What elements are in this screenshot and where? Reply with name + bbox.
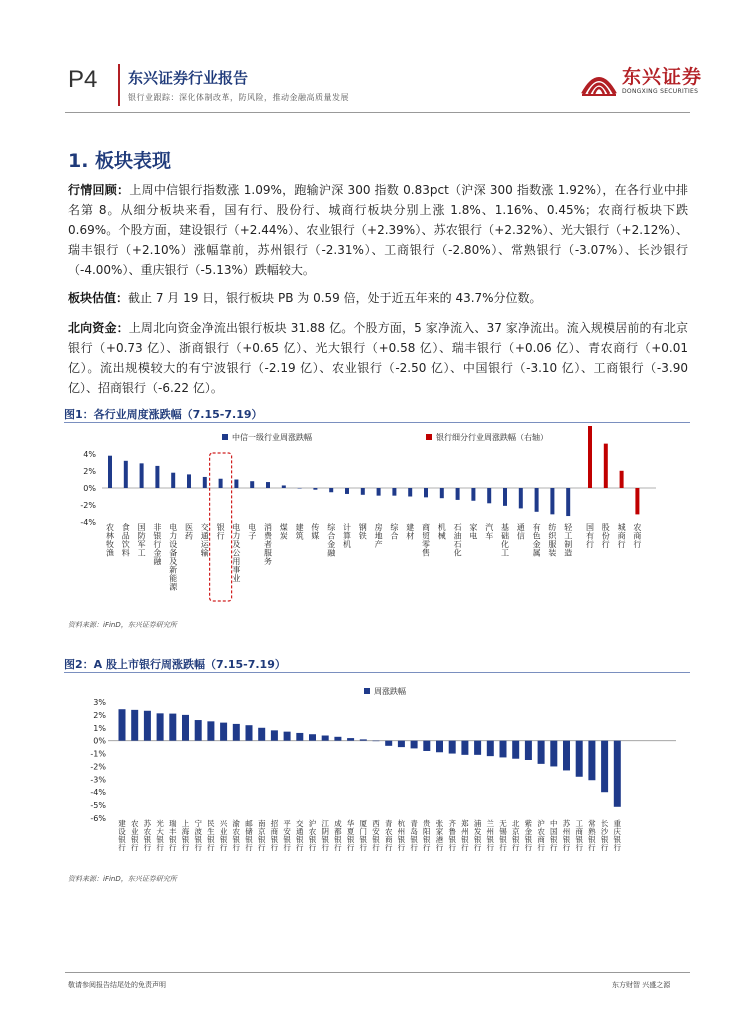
bar-沪农商行 (538, 741, 545, 764)
industry-weekly-chart (64, 426, 690, 606)
x-label-西安银行: 西安银行 (372, 819, 380, 852)
bar-建设银行 (119, 709, 126, 740)
bar-综合金融 (329, 488, 333, 492)
logo-english: DONGXING SECURITIES (622, 88, 699, 95)
bar-郑州银行 (461, 741, 468, 755)
paragraph-northbound (68, 318, 688, 398)
y-tick-label: -2% (80, 501, 96, 510)
y-tick-label: -5% (90, 801, 106, 811)
x-label-南京银行: 南京银行 (257, 819, 266, 852)
bar-青农商行 (385, 741, 392, 746)
report-title: 东兴证券行业报告 (128, 69, 249, 87)
x-label-郑州银行: 郑州银行 (461, 819, 469, 852)
legend-label: 周涨跌幅 (374, 687, 406, 696)
footer-disclaimer: 敬请参阅报告结尾处的免责声明 (68, 981, 166, 989)
paragraph-label: 北向资金： (68, 321, 129, 335)
bar-国防军工 (140, 463, 144, 488)
x-label-综合: 综合 (390, 523, 399, 541)
x-label-传媒: 传媒 (311, 523, 320, 541)
x-label-城商行: 城商行 (617, 523, 626, 549)
x-label-轻工制造: 轻工制造 (564, 523, 573, 558)
bar-华夏银行 (347, 738, 354, 741)
y-tick-label: 0% (93, 736, 106, 746)
bar-农商行 (635, 488, 639, 514)
legend-swatch-industry (222, 434, 228, 440)
x-label-渝农银行: 渝农银行 (232, 819, 241, 852)
x-label-电子: 电子 (248, 523, 257, 541)
bar-厦门银行 (360, 739, 367, 740)
x-label-农商行: 农商行 (633, 523, 642, 549)
x-label-石油石化: 石油石化 (453, 523, 462, 558)
bar-民生银行 (207, 721, 214, 740)
x-label-张家港行: 张家港行 (435, 819, 444, 852)
bar-有色金属 (535, 488, 539, 512)
logo-text: 东兴证券 (622, 66, 703, 88)
y-tick-label: -2% (90, 762, 106, 772)
bar-中国银行 (550, 741, 557, 767)
legend-label-industry: 中信一级行业周涨跌幅 (232, 433, 312, 442)
x-label-贵阳银行: 贵阳银行 (423, 819, 431, 852)
x-label-基础化工: 基础化工 (501, 523, 509, 558)
bar-传媒 (313, 488, 317, 490)
bar-渝农银行 (233, 724, 240, 741)
x-label-瑞丰银行: 瑞丰银行 (169, 819, 177, 852)
x-label-农林牧渔: 农林牧渔 (106, 523, 114, 558)
y-tick-label: -4% (90, 788, 106, 798)
bar-平安银行 (284, 732, 291, 741)
bar-长沙银行 (601, 741, 608, 793)
x-label-华夏银行: 华夏银行 (346, 819, 355, 852)
y-tick-label: 3% (93, 698, 106, 707)
figure1-rule (64, 422, 690, 423)
x-label-沪农银行: 沪农银行 (308, 819, 317, 852)
x-label-苏农银行: 苏农银行 (143, 819, 152, 852)
x-label-邮储银行: 邮储银行 (245, 819, 253, 852)
bar-电力及公用事业 (234, 480, 238, 489)
bar-计算机 (345, 488, 349, 494)
bar-西安银行 (373, 741, 380, 742)
x-label-房地产: 房地产 (374, 523, 383, 549)
x-label-青岛银行: 青岛银行 (410, 819, 418, 852)
bar-南京银行 (258, 728, 265, 741)
bar-综合 (392, 488, 396, 496)
bar-基础化工 (503, 488, 507, 506)
legend-swatch (364, 688, 370, 694)
x-label-交通银行: 交通银行 (296, 819, 304, 852)
bar-紫金银行 (525, 741, 532, 760)
x-label-电力设备及新能源: 电力设备及新能源 (169, 523, 178, 592)
y-tick-label: 2% (83, 467, 96, 476)
bar-贵阳银行 (423, 741, 430, 751)
legend-swatch-bank-sub (426, 434, 432, 440)
x-label-计算机: 计算机 (343, 523, 351, 549)
bar-城商行 (620, 471, 624, 488)
x-label-民生银行: 民生银行 (207, 819, 215, 852)
bar-石油石化 (456, 488, 460, 500)
bar-轻工制造 (566, 488, 570, 516)
x-label-招商银行: 招商银行 (270, 819, 279, 852)
bar-上海银行 (182, 715, 189, 741)
bar-张家港行 (436, 741, 443, 753)
x-label-齐鲁银行: 齐鲁银行 (448, 819, 456, 852)
x-label-通信: 通信 (516, 523, 525, 541)
bar-汽车 (487, 488, 491, 503)
bar-交通运输 (203, 477, 207, 488)
bar-电子 (250, 481, 254, 488)
header-rule (65, 112, 690, 113)
x-label-钢铁: 钢铁 (358, 523, 367, 541)
y-tick-label: -1% (90, 749, 106, 759)
x-label-建筑: 建筑 (295, 523, 304, 541)
bar-交通银行 (296, 733, 303, 741)
bar-浦发银行 (474, 741, 481, 755)
bar-常熟银行 (588, 741, 595, 781)
bar-瑞丰银行 (169, 714, 176, 741)
x-label-农业银行: 农业银行 (130, 819, 139, 852)
x-label-国防军工: 国防军工 (137, 523, 146, 558)
bar-工商银行 (576, 741, 583, 777)
x-label-紫金银行: 紫金银行 (524, 819, 533, 852)
brand-logo (580, 62, 702, 102)
bar-宁波银行 (195, 720, 202, 741)
footer-slogan: 东方财智 兴盛之源 (612, 981, 671, 989)
bar-钢铁 (361, 488, 365, 495)
x-label-纺织服装: 纺织服装 (548, 523, 557, 558)
bar-农业银行 (131, 710, 138, 741)
x-label-杭州银行: 杭州银行 (397, 819, 406, 852)
x-label-平安银行: 平安银行 (283, 819, 291, 852)
bar-食品饮料 (124, 461, 128, 488)
legend-label-bank-sub: 银行细分行业周涨跌幅（右轴） (436, 433, 548, 442)
bar-兴业银行 (220, 723, 227, 741)
x-label-苏州银行: 苏州银行 (562, 819, 571, 852)
x-label-煤炭: 煤炭 (279, 523, 288, 541)
x-label-国有行: 国有行 (586, 523, 594, 549)
x-label-汽车: 汽车 (485, 523, 494, 541)
x-label-机械: 机械 (437, 523, 446, 541)
x-label-食品饮料: 食品饮料 (121, 523, 130, 558)
paragraph-market-review (68, 180, 688, 280)
x-label-建材: 建材 (406, 523, 415, 541)
logo-emblem-icon (580, 64, 618, 100)
bar-医药 (187, 474, 191, 488)
figure2-rule (64, 672, 690, 673)
y-tick-label: -3% (90, 775, 106, 785)
x-label-综合金融: 综合金融 (327, 523, 336, 558)
bank-weekly-chart (64, 676, 690, 870)
x-label-银行: 银行 (216, 523, 225, 541)
x-label-沪农商行: 沪农商行 (537, 819, 545, 852)
bar-国有行 (588, 426, 592, 488)
x-label-股份行: 股份行 (601, 523, 610, 549)
x-label-医药: 医药 (185, 523, 193, 541)
x-label-商贸零售: 商贸零售 (422, 523, 430, 558)
bar-机械 (440, 488, 444, 498)
bar-北京银行 (512, 741, 519, 759)
paragraph-label: 行情回顾： (68, 183, 130, 197)
bar-纺织服装 (550, 488, 554, 514)
bar-沪农银行 (309, 734, 316, 740)
figure1-source: 资料来源：iFinD，东兴证券研究所 (68, 621, 177, 629)
bar-煤炭 (282, 485, 286, 488)
report-subtitle: 银行业跟踪：深化体制改革，防风险，推动金融高质量发展 (128, 93, 349, 102)
x-label-宁波银行: 宁波银行 (194, 819, 202, 852)
paragraph-text: 上周中信银行指数涨 1.09%，跑输沪深 300 指数 0.83pct（沪深 300 指数涨 1.92%），在各行业中排名第 8。从细分板块来看，国有行、股份行、城商行板块分别上涨 1.8%、1.16%、0.45%；农商行板块下跌 0.69%。个股方面，建设银行（+2.44%）、农业银行（+2.39%）、苏农银行（+2.32%）、光大银行（+2.12%）、瑞丰银行（+2.10%）涨幅靠前，苏州银行（-2.31%）、工商银行（-2.80%）、常熟银行（-3.07%）、长沙银行（-4.00%）、重庆银行（-5.13%）跌幅较大。 (68, 183, 688, 277)
paragraph-text: 截止 7 月 19 日，银行板块 PB 为 0.59 倍，处于近五年来的 43.7%分位数。 (128, 291, 542, 305)
x-label-重庆银行: 重庆银行 (613, 819, 622, 852)
y-tick-label: 4% (83, 450, 96, 459)
bar-建材 (408, 488, 412, 497)
bar-电力设备及新能源 (171, 473, 175, 488)
x-label-上海银行: 上海银行 (181, 819, 190, 852)
bar-招商银行 (271, 730, 278, 740)
x-label-有色金属: 有色金属 (532, 523, 541, 558)
bar-光大银行 (157, 713, 164, 740)
header-divider (118, 64, 120, 106)
bar-成都银行 (334, 737, 341, 741)
bar-青岛银行 (411, 741, 418, 749)
bar-江阴银行 (322, 736, 329, 741)
x-label-非银行金融: 非银行金融 (153, 523, 162, 566)
x-label-青农商行: 青农商行 (384, 819, 393, 852)
x-label-中国银行: 中国银行 (550, 819, 558, 852)
x-label-家电: 家电 (469, 523, 478, 541)
paragraph-valuation (68, 288, 688, 308)
x-label-工商银行: 工商银行 (575, 819, 583, 852)
bar-非银行金融 (155, 466, 159, 488)
y-tick-label: 0% (83, 484, 96, 493)
x-label-消费者服务: 消费者服务 (264, 523, 272, 566)
bar-商贸零售 (424, 488, 428, 497)
bar-银行 (219, 479, 223, 488)
bar-重庆银行 (614, 741, 621, 807)
x-label-光大银行: 光大银行 (156, 819, 164, 852)
bar-建筑 (298, 488, 302, 489)
page-number: P4 (68, 66, 98, 93)
bar-苏农银行 (144, 711, 151, 741)
y-tick-label: -4% (80, 518, 96, 527)
x-label-厦门银行: 厦门银行 (359, 819, 368, 852)
bar-无锡银行 (500, 741, 507, 758)
bar-苏州银行 (563, 741, 570, 771)
x-label-无锡银行: 无锡银行 (499, 819, 507, 852)
y-tick-label: 1% (93, 723, 106, 733)
x-label-江阴银行: 江阴银行 (321, 819, 329, 852)
x-label-长沙银行: 长沙银行 (600, 819, 609, 852)
figure2-title: 图2：A 股上市银行周涨跌幅（7.15-7.19） (64, 658, 286, 671)
figure1-title: 图1：各行业周度涨跌幅（7.15-7.19） (64, 408, 263, 421)
x-label-电力及公用事业: 电力及公用事业 (232, 523, 241, 583)
y-tick-label: 2% (93, 710, 106, 720)
bar-杭州银行 (398, 741, 405, 747)
bar-消费者服务 (266, 482, 270, 488)
x-label-浦发银行: 浦发银行 (473, 819, 482, 852)
x-label-建设银行: 建设银行 (118, 819, 126, 852)
bar-股份行 (604, 444, 608, 488)
bar-农林牧渔 (108, 456, 112, 488)
x-label-兰州银行: 兰州银行 (486, 819, 495, 852)
bar-房地产 (377, 488, 381, 496)
bar-邮储银行 (246, 725, 253, 740)
bar-家电 (471, 488, 475, 501)
footer-rule (65, 972, 690, 973)
section-title: 1. 板块表现 (68, 150, 172, 172)
x-label-北京银行: 北京银行 (511, 819, 520, 852)
bar-兰州银行 (487, 741, 494, 756)
x-label-常熟银行: 常熟银行 (588, 819, 596, 852)
x-label-兴业银行: 兴业银行 (219, 819, 228, 852)
y-tick-label: -6% (90, 814, 106, 823)
x-label-成都银行: 成都银行 (334, 819, 342, 852)
paragraph-text: 上周北向资金净流出银行板块 31.88 亿。个股方面，5 家净流入、37 家净流出。流入规模居前的有北京银行（+0.73 亿）、浙商银行（+0.65 亿）、光大银行（+0.58 亿）、瑞丰银行（+0.06 亿）、青农商行（+0.01 亿）。流出规模较大的有宁波银行（-2.19 亿）、农业银行（-2.50 亿）、中国银行（-3.10 亿）、工商银行（-3.90 亿）、招商银行（-6.22 亿）。 (68, 321, 688, 395)
bar-齐鲁银行 (449, 741, 456, 754)
figure2-source: 资料来源：iFinD，东兴证券研究所 (68, 875, 177, 883)
bar-通信 (519, 488, 523, 508)
paragraph-label: 板块估值： (68, 291, 129, 305)
x-label-交通运输: 交通运输 (200, 523, 209, 558)
